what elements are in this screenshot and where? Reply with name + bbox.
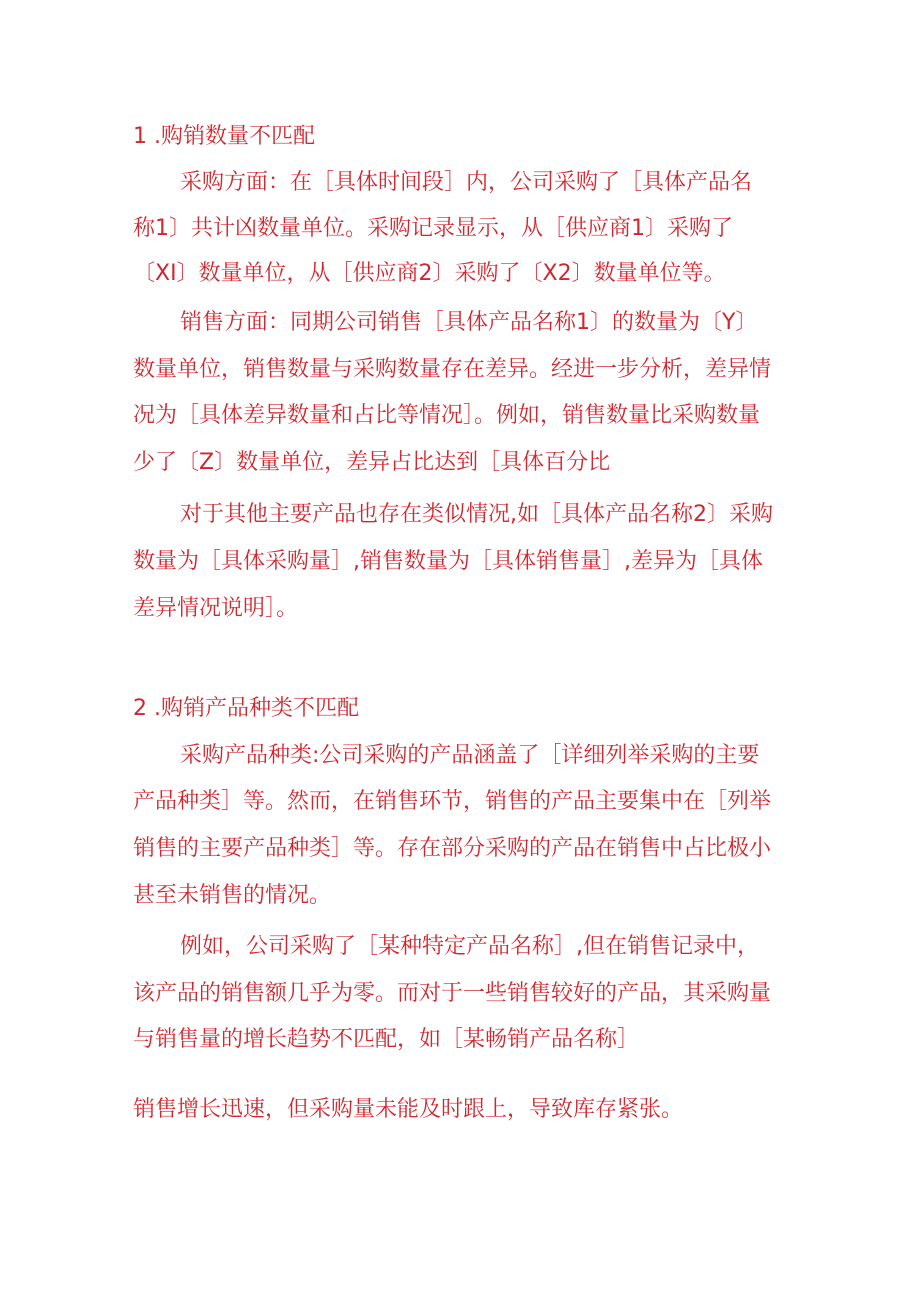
paragraph-line: 销售增长迅速，但采购量未能及时跟上，导致库存紧张。 [133, 1097, 684, 1122]
paragraph-line: 销售的主要产品种类］等。存在部分采购的产品在销售中占比极小 [133, 836, 772, 861]
paragraph-line: 〔XI〕数量单位，从［供应商2〕采购了〔X2〕数量单位等。 [133, 261, 726, 286]
paragraph-line: 产品种类］等。然而，在销售环节，销售的产品主要集中在［列举 [133, 789, 772, 814]
paragraph-line: 甚至未销售的情况。 [133, 883, 332, 908]
paragraph-line: 该产品的销售额几乎为零。而对于一些销售较好的产品，其采购量 [133, 981, 772, 1006]
paragraph-line: 差异情况说明］。 [133, 596, 299, 621]
section-1-heading: 1 .购销数量不匹配 [133, 124, 315, 149]
paragraph-line: 称1〕共计凶数量单位。采购记录显示，从［供应商1〕采购了 [133, 216, 733, 241]
paragraph-line: 对于其他主要产品也存在类似情况,如［具体产品名称2〕采购 [180, 502, 773, 527]
paragraph-line: 例如，公司采购了［某种特定产品名称］,但在销售记录中， [180, 934, 759, 959]
paragraph-line: 与销售量的增长趋势不匹配，如［某畅销产品名称］ [133, 1027, 640, 1052]
paragraph-line: 况为［具体差异数量和占比等情况］。例如，销售数量比采购数量 [133, 403, 761, 428]
paragraph-line: 采购方面：在［具体时间段］内，公司采购了［具体产品名 [180, 170, 753, 195]
paragraph-line: 采购产品种类:公司采购的产品涵盖了［详细列举采购的主要 [180, 743, 760, 768]
paragraph-line: 销售方面：同期公司销售［具体产品名称1〕的数量为〔Y〕 [180, 310, 758, 335]
section-2-heading: 2 .购销产品种类不匹配 [133, 696, 359, 721]
paragraph-line: 数量单位，销售数量与采购数量存在差异。经进一步分析，差异情 [133, 357, 772, 382]
paragraph-line: 数量为［具体采购量］,销售数量为［具体销售量］,差异为［具体 [133, 549, 763, 574]
paragraph-line: 少了〔Z〕数量单位，差异占比达到［具体百分比 [133, 450, 611, 475]
